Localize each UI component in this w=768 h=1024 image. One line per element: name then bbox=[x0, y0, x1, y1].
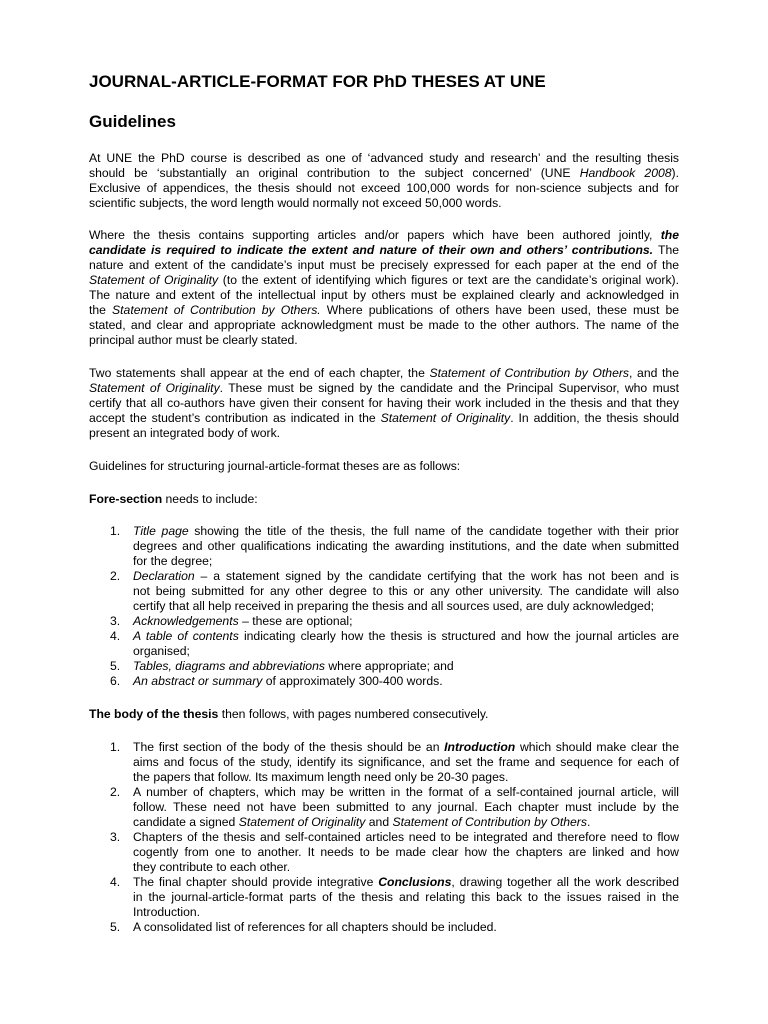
list-number: 1. bbox=[110, 524, 121, 538]
list-item-line: A number of chapters, which may be written in the format of a self-contained journal article, will bbox=[133, 785, 679, 799]
list-number: 6. bbox=[110, 674, 121, 688]
list-item-line: Acknowledgements – these are optional; bbox=[133, 614, 353, 628]
text-line: stated, and clear and appropriate acknowledgment must be made to the other authors. The name of the bbox=[89, 318, 679, 332]
text-line: Statement of Originality (to the extent of identifying which figures or text are the candidate’s original work). bbox=[89, 273, 680, 287]
list-item-line: the papers that follow. Its maximum length need only be 20-30 pages. bbox=[133, 770, 509, 784]
text-line: scientific subjects, the word length would normally not exceed 50,000 words. bbox=[89, 196, 502, 210]
list-item-line: aims and focus of the study, identify its significance, and set the frame and sequence for each of bbox=[133, 755, 679, 769]
list-item-line: The final chapter should provide integrative Conclusions, drawing together all the work described bbox=[133, 875, 679, 889]
list-number: 4. bbox=[110, 629, 121, 643]
list-number: 2. bbox=[110, 569, 121, 583]
list-item-line: A table of contents indicating clearly how the thesis is structured and how the journal articles are bbox=[133, 629, 679, 643]
text-line: certify that all co-authors have given their consent for having their work included in the thesis and that they bbox=[89, 396, 679, 410]
list-number: 2. bbox=[110, 785, 121, 799]
list-item-line: Title page showing the title of the thesis, the full name of the candidate together with their prior bbox=[133, 524, 679, 538]
document-title: JOURNAL-ARTICLE-FORMAT FOR PhD THESES AT UNE bbox=[89, 72, 546, 91]
list-number: 5. bbox=[110, 659, 121, 673]
list-item-line: they contribute to each other. bbox=[133, 860, 291, 874]
text-line: accept the student’s contribution as indicated in the Statement of Originality. In addition, the thesis should bbox=[89, 411, 679, 425]
body-section-heading: The body of the thesis then follows, with pages numbered consecutively. bbox=[89, 707, 489, 721]
list-number: 1. bbox=[110, 740, 121, 754]
list-item-line: Declaration – a statement signed by the candidate certifying that the work has not been and is bbox=[133, 569, 679, 583]
list-item-line: certify that all help received in preparing the thesis and all sources used, are duly acknowledged; bbox=[133, 599, 654, 613]
text-line: The nature and extent of the intellectual input by others must be explained clearly and acknowledged in bbox=[89, 288, 679, 302]
list-item-line: cogently from one to another. It needs to be made clear how the chapters are linked and how bbox=[133, 845, 679, 859]
list-item-line: in the journal-article-format parts of the thesis and relating this back to the issues raised in the bbox=[133, 890, 679, 904]
list-number: 4. bbox=[110, 875, 121, 889]
text-line: the Statement of Contribution by Others. Where publications of others have been used, these must be bbox=[89, 303, 679, 317]
list-item-line: degrees and other qualifications indicating the awarding institutions, and the date when submitted bbox=[133, 539, 679, 553]
fore-section-heading: Fore-section needs to include: bbox=[89, 492, 258, 506]
list-item-line: organised; bbox=[133, 644, 190, 658]
list-item-line: follow. These need not have been submitted to any journal. Each chapter must include by the bbox=[133, 800, 679, 814]
text-line: candidate is required to indicate the extent and nature of their own and others’ contributions. The bbox=[89, 243, 680, 257]
text-line: nature and extent of the candidate’s input must be precisely expressed for each paper at the end of the bbox=[89, 258, 679, 272]
list-item-line: An abstract or summary of approximately 300-400 words. bbox=[133, 674, 443, 688]
list-number: 3. bbox=[110, 614, 121, 628]
text-line: Where the thesis contains supporting articles and/or papers which have been authored jointly, the bbox=[89, 228, 679, 242]
text-line: principal author must be clearly stated. bbox=[89, 333, 298, 347]
text-line: should be ‘substantially an original contribution to the subject concerned’ (UNE Handbook 2008). bbox=[89, 166, 679, 180]
list-item-line: for the degree; bbox=[133, 554, 213, 568]
text-line: Exclusive of appendices, the thesis should not exceed 100,000 words for non-science subjects and for bbox=[89, 181, 679, 195]
list-number: 5. bbox=[110, 920, 121, 934]
list-item-line: Tables, diagrams and abbreviations where appropriate; and bbox=[133, 659, 454, 673]
list-item-line: not being submitted for any other degree to this or any other university. The candidate will also bbox=[133, 584, 679, 598]
paragraph-structure-intro: Guidelines for structuring journal-article-format theses are as follows: bbox=[89, 459, 461, 473]
section-heading-guidelines: Guidelines bbox=[89, 112, 176, 131]
text-line: present an integrated body of work. bbox=[89, 426, 281, 440]
list-number: 3. bbox=[110, 830, 121, 844]
list-item-line: A consolidated list of references for all chapters should be included. bbox=[133, 920, 497, 934]
list-item-line: Introduction. bbox=[133, 905, 201, 919]
text-line: At UNE the PhD course is described as one of ‘advanced study and research’ and the resulting thesis bbox=[89, 151, 679, 165]
text-line: Two statements shall appear at the end of each chapter, the Statement of Contribution by Others, and the bbox=[89, 366, 679, 380]
text-line: Statement of Originality. These must be signed by the candidate and the Principal Supervisor, who must bbox=[89, 381, 680, 395]
list-item-line: Chapters of the thesis and self-contained articles need to be integrated and therefore need to flow bbox=[133, 830, 679, 844]
list-item-line: The first section of the body of the thesis should be an Introduction which should make clear the bbox=[133, 740, 679, 754]
list-item-line: candidate a signed Statement of Originality and Statement of Contribution by Others. bbox=[133, 815, 591, 829]
